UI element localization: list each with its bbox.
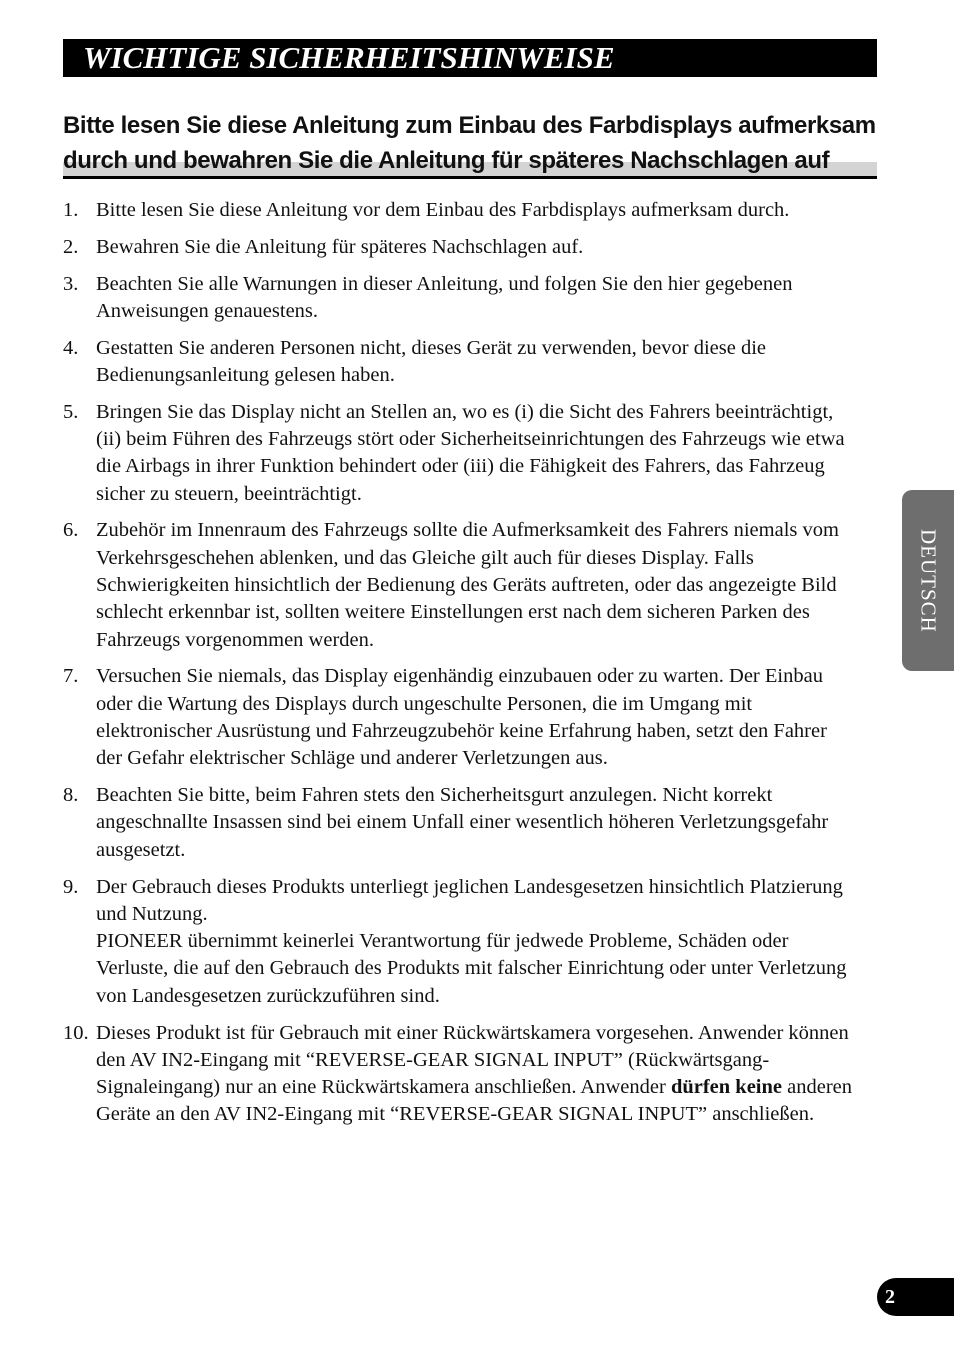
item-number: 6. <box>63 519 79 542</box>
item-text: Versuchen Sie niemals, das Display eigenhändig einzubauen oder zu warten. Der Einbau oder die Wartung des Displays durch ungeschulte Personen, die im Umgang mit elektronischer Ausrüstung und Fahrzeugzubehör keine Erfahrung haben, setzt den Fahrer der Gefahr elektrischer Schläge und anderer Verletzungen aus. <box>96 665 827 770</box>
safety-instructions-list <box>63 197 853 1138</box>
page-number: 2 <box>885 1286 895 1308</box>
item-number: 7. <box>63 665 79 688</box>
item-text: Zubehör im Innenraum des Fahrzeugs sollte die Aufmerksamkeit des Fahrers niemals vom Verkehrsgeschehen ablenken, und das Gleiche gilt auch für dieses Display. Falls Schwierigkeiten hinsichtlich der Bedienung des Geräts auftreten, oder das angezeigte Bild schlecht erkennbar ist, sollten weitere Einstellungen erst nach dem sicheren Parken des Fahrzeugs vorgenommen werden. <box>96 519 839 651</box>
language-tab <box>902 490 954 671</box>
item-text-continued: PIONEER übernimmt keinerlei Verantwortung für jedwede Probleme, Schäden oder Verluste, die auf den Gebrauch des Produkts mit falscher Einrichtung oder unter Verletzung von Landesgesetzen zurückzuführen sind. <box>96 930 847 1007</box>
item-number: 9. <box>63 875 79 898</box>
list-item <box>63 197 853 224</box>
list-item <box>63 1020 853 1129</box>
section-heading <box>63 108 877 178</box>
list-item <box>63 335 853 390</box>
list-item <box>63 874 853 1010</box>
item-text: Beachten Sie bitte, beim Fahren stets den Sicherheitsgurt anzulegen. Nicht korrekt angeschnallte Insassen sind bei einem Unfall einer wesentlich höheren Verletzungsgefahr ausgesetzt. <box>96 784 829 861</box>
item-text: Bewahren Sie die Anleitung für späteres Nachschlagen auf. <box>96 235 584 258</box>
list-item <box>63 517 853 653</box>
page-number-badge <box>877 1278 954 1316</box>
section-heading-line-2: durch und bewahren Sie die Anleitung für späteres Nachschlagen auf <box>63 147 830 174</box>
item-number: 1. <box>63 199 79 221</box>
list-item <box>63 399 853 508</box>
item-text: Der Gebrauch dieses Produkts unterliegt jeglichen Landesgesetzen hinsichtlich Platzierung und Nutzung. <box>96 875 843 925</box>
item-number: 3. <box>63 272 79 295</box>
section-heading-line-1: Bitte lesen Sie diese Anleitung zum Einbau des Farbdisplays aufmerksam <box>63 112 876 139</box>
list-item <box>63 234 853 261</box>
item-number: 8. <box>63 784 79 807</box>
item-number: 5. <box>63 400 79 423</box>
item-text: Beachten Sie alle Warnungen in dieser Anleitung, und folgen Sie den hier gegebenen Anweisungen genauestens. <box>96 272 793 322</box>
item-text-end: anderen Geräte an den AV IN2-Eingang mit “REVERSE-GEAR SIGNAL INPUT” anschließen. <box>96 1076 853 1126</box>
item-text: Dieses Produkt ist für Gebrauch mit einer Rückwärtskamera vorgesehen. Anwender können den AV IN2-Eingang mit “REVERSE-GEAR SIGNAL INPUT” (Rückwärtsgang-Signaleingang) nur an eine Rückwärtskamera anschließen. Anwender <box>96 1021 849 1099</box>
list-item <box>63 271 853 326</box>
page-title: WICHTIGE SICHERHEITSHINWEISE <box>83 40 615 75</box>
item-number: 4. <box>63 336 79 359</box>
item-text-emphasis: dürfen keine <box>670 1076 783 1099</box>
section-title-bar <box>63 39 877 77</box>
item-text: Bringen Sie das Display nicht an Stellen an, wo es (i) die Sicht des Fahrers beeinträchtigt, (ii) beim Führen des Fahrzeugs stört oder Sicherheitseinrichtungen des Fahrzeugs wie etwa die Airbags in ihrer Funktion behindert oder (iii) die Fähigkeit des Fahrers, das Fahrzeug sicher zu steuern, beeinträchtigt. <box>96 400 845 505</box>
item-text: Bitte lesen Sie diese Anleitung vor dem Einbau des Farbdisplays aufmerksam durch. <box>96 199 790 221</box>
item-number: 10. <box>63 1021 89 1044</box>
list-item <box>63 663 853 772</box>
item-text: Gestatten Sie anderen Personen nicht, dieses Gerät zu verwenden, bevor diese die Bedienungsanleitung gelesen haben. <box>96 336 766 386</box>
list-item <box>63 782 853 864</box>
language-tab-label: DEUTSCH <box>916 528 941 633</box>
item-number: 2. <box>63 235 79 258</box>
